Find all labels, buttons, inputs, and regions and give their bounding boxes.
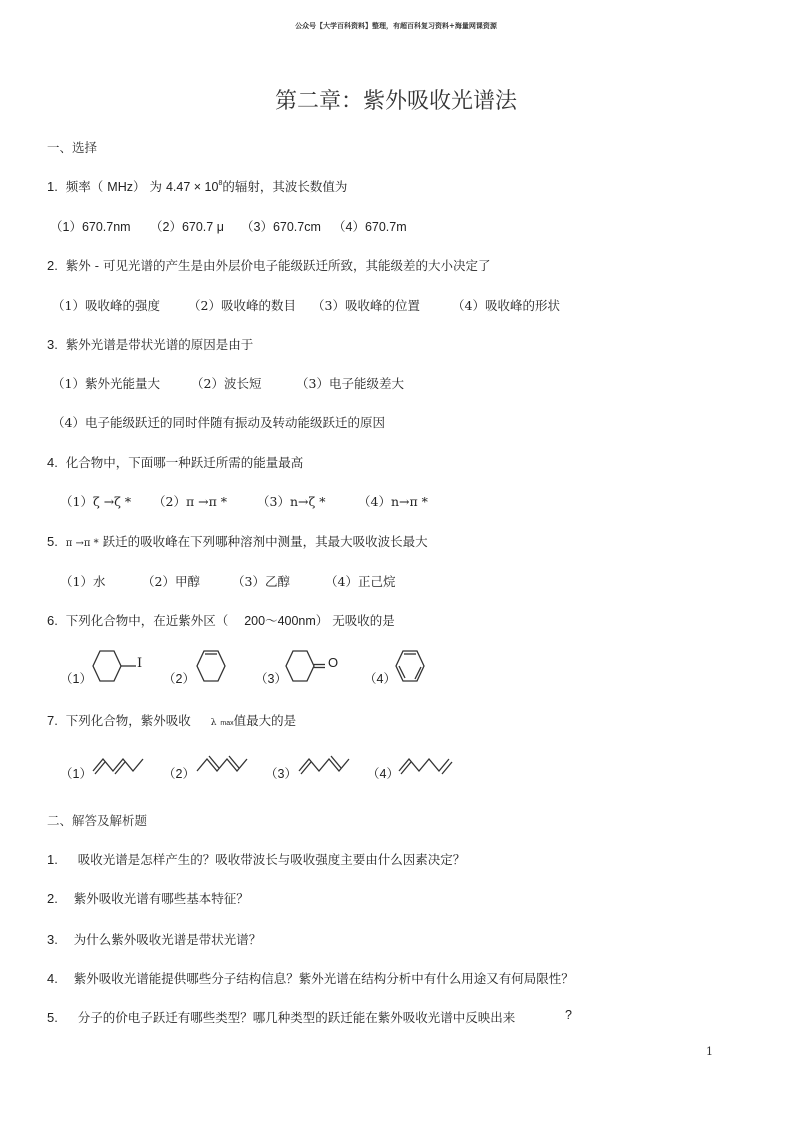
- essay-question-4: 4. 紫外吸收光谱能提供哪些分子结构信息？紫外光谱在结构分析中有什么用途又有何局限性？: [47, 971, 574, 986]
- q5-option-3: （3）乙醇: [232, 574, 290, 589]
- q2-option-3: （3）吸收峰的位置: [312, 298, 420, 313]
- header-note: 公众号【大学百科资料】整理，有超百科复习资料+海量网课资源: [295, 21, 497, 30]
- section-heading-answers: 二、解答及解析题: [47, 813, 148, 828]
- oxygen-label: O: [328, 655, 339, 670]
- essay-question-5: 5. 分子的价电子跃迁有哪些类型？哪几种类型的跃迁能在紫外吸收光谱中反映出来: [47, 1010, 516, 1025]
- question-3: 3. 紫外光谱是带状光谱的原因是由于: [47, 337, 254, 352]
- question-5: 5. π →π * 跃迁的吸收峰在下列哪种溶剂中测量，其最大吸收波长最大: [47, 534, 428, 549]
- q2-option-4: （4）吸收峰的形状: [452, 298, 560, 313]
- question-1: 1. 频率（ MHz） 为 $4.47 \times 10^8$的辐射，其波长数值为: [47, 179, 348, 194]
- q3-option-2: （2）波长短: [191, 376, 262, 391]
- cyclohexene-structure: [196, 650, 228, 684]
- essay-question-1: 1. 吸收光谱是怎样产生的？吸收带波长与吸收强度主要由什么因素决定？: [47, 852, 466, 867]
- diene-structure-3: [298, 756, 358, 776]
- diene-structure-4: [398, 756, 458, 776]
- q3-option-4: （4）电子能级跃迁的同时伴随有振动及转动能级跃迁的原因: [52, 415, 385, 430]
- q1-option-1: （1）670.7nm: [50, 220, 131, 234]
- q4-option-1: （1）ζ →ζ *: [60, 494, 132, 509]
- q6-option-4: （4）: [364, 672, 396, 686]
- q3-option-1: （1）紫外光能量大: [52, 376, 160, 391]
- q1-option-4: （4）670.7m: [333, 220, 407, 234]
- q4-option-4: （4）n→π *: [358, 494, 428, 509]
- question-4: 4. 化合物中，下面哪一种跃迁所需的能量最高: [47, 455, 304, 470]
- iodine-label: I: [137, 656, 143, 671]
- q7-option-1: （1）: [60, 767, 92, 781]
- q7-option-3: （3）: [265, 767, 297, 781]
- q1-option-3: （3）670.7cm: [241, 220, 321, 234]
- q4-option-3: （3）n→ζ *: [257, 494, 326, 509]
- diene-structure-1: [92, 756, 152, 776]
- q6-option-1: （1）: [60, 672, 92, 686]
- q4-option-2: （2）π →π *: [153, 494, 228, 509]
- q5-option-4: （4）正己烷: [325, 574, 396, 589]
- q5-option-1: （1）水: [60, 574, 106, 589]
- q5-option-2: （2）甲醇: [142, 574, 200, 589]
- q1-option-2: （2）670.7 μ: [150, 220, 224, 234]
- essay-question-5-trail: ?: [565, 1008, 572, 1022]
- essay-question-3: 3. 为什么紫外吸收光谱是带状光谱？: [47, 932, 262, 947]
- iodocyclohexane-structure: [92, 650, 152, 684]
- page-title: 第二章：紫外吸收光谱法: [274, 89, 517, 114]
- page-number: 1: [706, 1045, 713, 1058]
- q2-option-2: （2）吸收峰的数目: [188, 298, 296, 313]
- q6-option-2: （2）: [163, 672, 195, 686]
- q6-option-3: （3）: [255, 672, 287, 686]
- essay-question-2: 2. 紫外吸收光谱有哪些基本特征？: [47, 891, 249, 906]
- section-heading-choice: 一、选择: [47, 140, 98, 155]
- question-2: 2. 紫外 - 可见光谱的产生是由外层价电子能级跃迁所致，其能级差的大小决定了: [47, 258, 491, 273]
- q2-option-1: （1）吸收峰的强度: [52, 298, 160, 313]
- q3-option-3: （3）电子能级差大: [296, 376, 404, 391]
- q7-option-4: （4）: [367, 767, 399, 781]
- benzene-structure: [395, 650, 427, 684]
- q7-option-2: （2）: [163, 767, 195, 781]
- diene-structure-2: [196, 756, 256, 776]
- question-7: 7. 下列化合物，紫外吸收 λ max值最大的是: [47, 713, 297, 728]
- question-6: 6. 下列化合物中，在近紫外区（ 200～400nm） 无吸收的是: [47, 613, 395, 628]
